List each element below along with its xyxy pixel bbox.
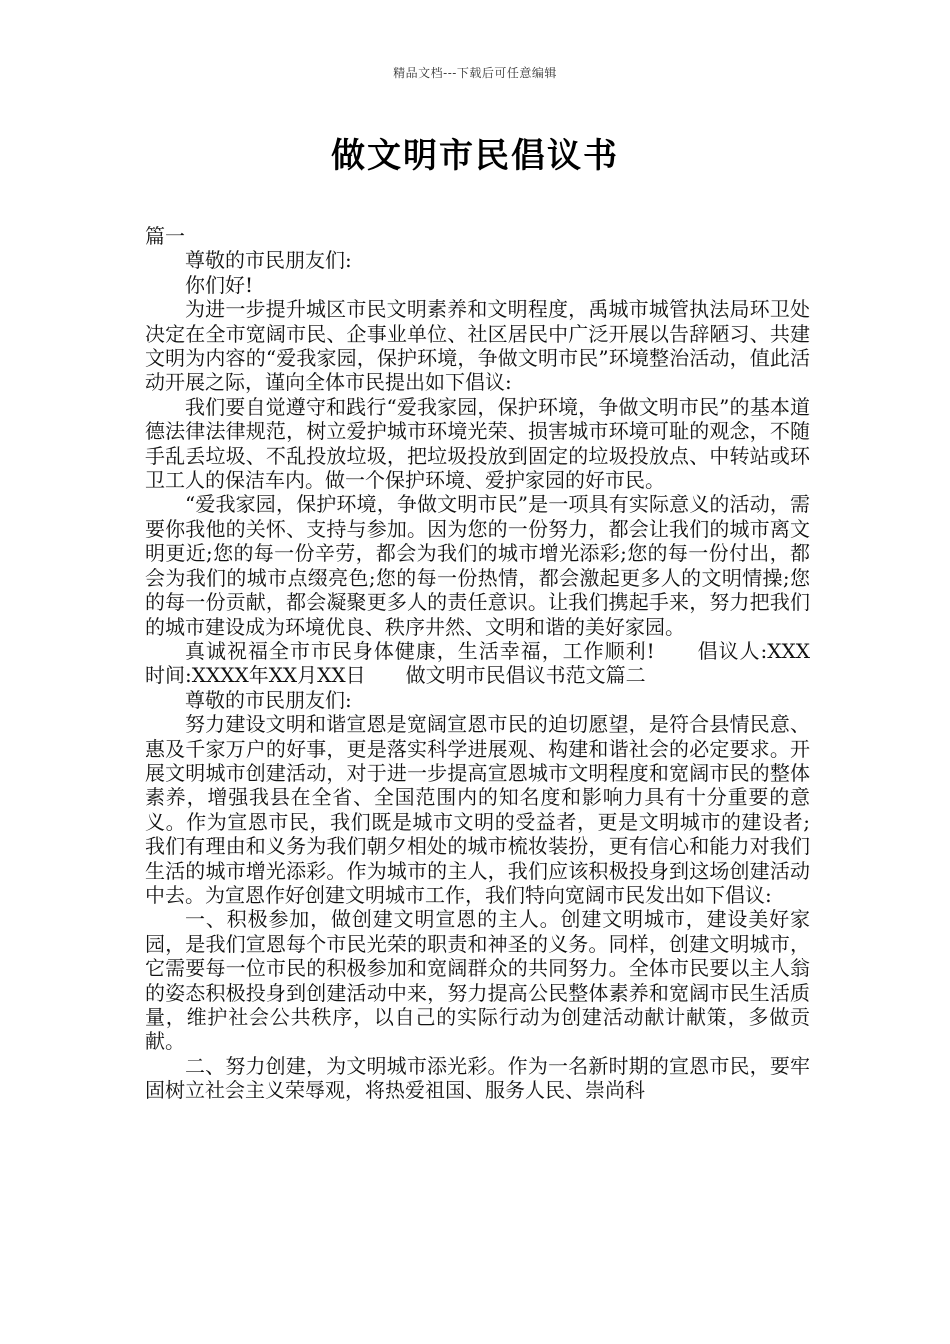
paragraph: 二、努力创建，为文明城市添光彩。作为一名新时期的宣恩市民，要牢固树立社会主义荣辱观，将热爱祖国、服务人民、崇尚科 xyxy=(145,1053,810,1103)
paragraph: “爱我家园，保护环境，争做文明市民”是一项具有实际意义的活动，需要你我他的关怀、支持与参加。因为您的一份努力，都会让我们的城市离文明更近;您的每一份辛劳，都会为我们的城市增光添彩;您的每一份付出，都会为我们的城市点缀亮色;您的每一份热情，都会激起更多人的文明情操;您的每一份贡献，都会凝聚更多人的责任意识。让我们携起手来，努力把我们的城市建设成为环境优良、秩序井然、文明和谐的美好家园。 xyxy=(145,492,810,639)
salutation: 尊敬的市民朋友们: xyxy=(185,687,352,712)
paragraph: 我们要自觉遵守和践行“爱我家园，保护环境，争做文明市民”的基本道德法律法律规范，树立爱护城市环境光荣、损害城市环境可耻的观念，不随手乱丢垃圾、不乱投放垃圾，把垃圾投放到固定的垃圾投放点、中转站或环卫工人的保洁车内。做一个保护环境、爱护家园的好市民。 xyxy=(145,394,810,493)
header-note: 精品文档---下载后可任意编辑 xyxy=(393,66,557,80)
salutation: 尊敬的市民朋友们: xyxy=(185,248,352,273)
closing-line: 真诚祝福全市市民身体健康，生活幸福，工作顺利! 倡议人:XXX 时间:XXXX年XX月XX日 做文明市民倡议书范文篇二 xyxy=(145,638,850,688)
document-title: 做文明市民倡议书 xyxy=(331,136,619,176)
greeting: 你们好! xyxy=(185,272,254,297)
section-label: 篇一 xyxy=(145,224,185,248)
paragraph: 努力建设文明和谐宣恩是宽阔宣恩市民的迫切愿望，是符合县情民意、惠及千家万户的好事，更是落实科学进展观、构建和谐社会的必定要求。开展文明城市创建活动，对于进一步提高宣恩城市文明程度和宽阔市民的整体素养，增强我县在全省、全国范围内的知名度和影响力具有十分重要的意义。作为宣恩市民，我们既是城市文明的受益者，更是文明城市的建设者;我们有理由和义务为我们朝夕相处的城市梳妆装扮，更有信心和能力对我们生活的城市增光添彩。作为城市的主人，我们应该积极投身到这场创建活动中去。为宣恩作好创建文明城市工作，我们特向宽阔市民发出如下倡议: xyxy=(145,712,810,907)
paragraph: 为进一步提升城区市民文明素养和文明程度，禹城市城管执法局环卫处决定在全市宽阔市民、企事业单位、社区居民中广泛开展以告辞陋习、共建文明为内容的“爱我家园，保护环境，争做文明市民”环境整治活动，值此活动开展之际，谨向全体市民提出如下倡议: xyxy=(145,297,810,395)
document-body xyxy=(145,224,850,1103)
paragraph: 一、积极参加，做创建文明宣恩的主人。创建文明城市，建设美好家园，是我们宣恩每个市民光荣的职责和神圣的义务。同样，创建文明城市，它需要每一位市民的积极参加和宽阔群众的共同努力。全体市民要以主人翁的姿态积极投身到创建活动中来，努力提高公民整体素养和宽阔市民生活质量，维护社会公共秩序，以自己的实际行动为创建活动献计献策，多做贡献。 xyxy=(145,907,810,1054)
